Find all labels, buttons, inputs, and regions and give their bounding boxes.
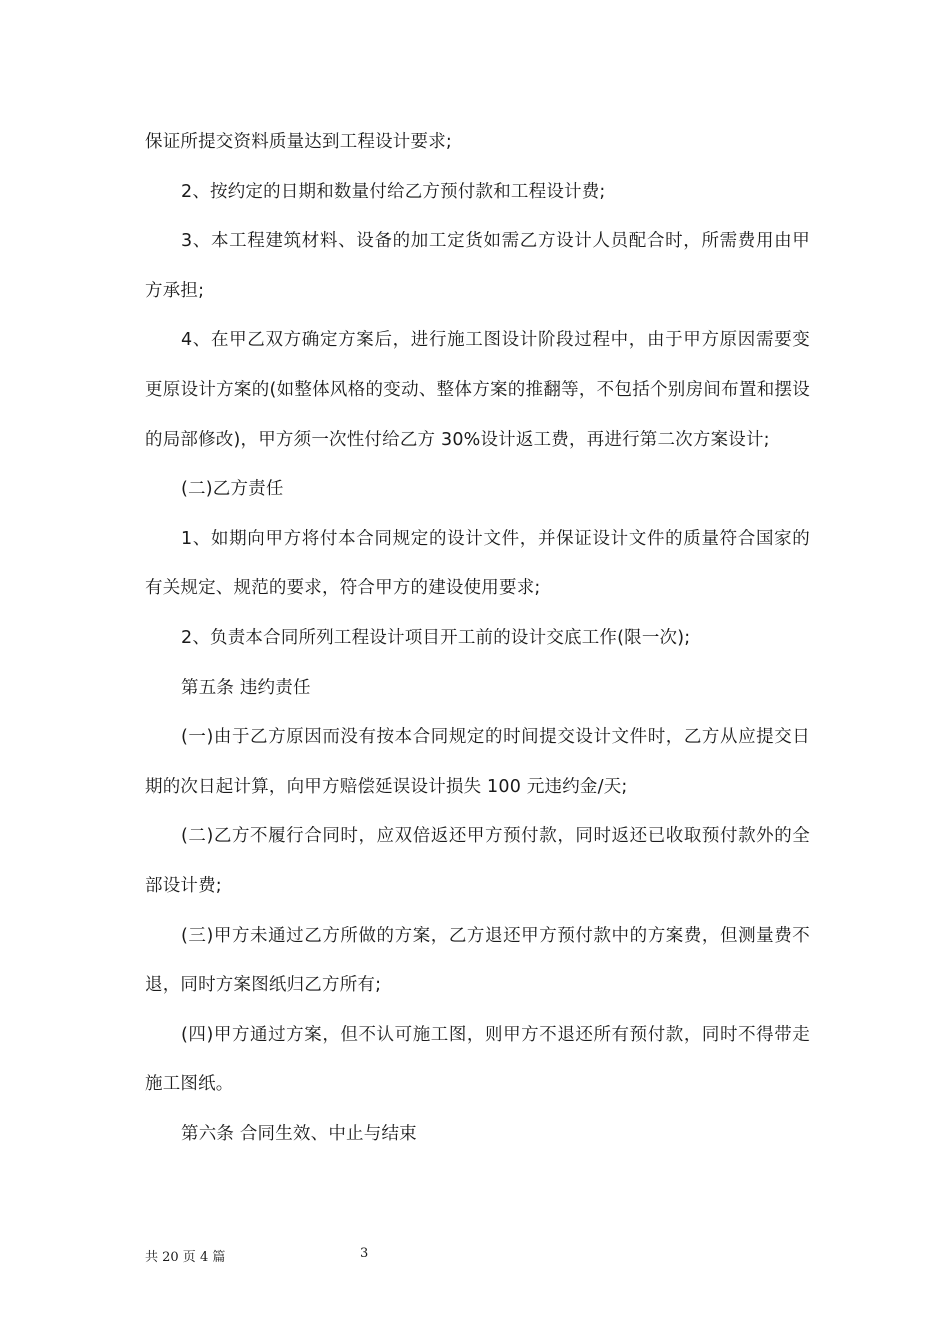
- paragraph-2: 2、按约定的日期和数量付给乙方预付款和工程设计费;: [181, 181, 606, 202]
- section-heading-party-b-duties: (二)乙方责任: [181, 479, 284, 500]
- document-body: [145, 118, 810, 1159]
- footer-page-info: 共 20 页 4 篇: [145, 1250, 226, 1265]
- paragraph-6: 1、如期向甲方将付本合同规定的设计文件，并保证设计文件的质量符合国家的有关规定、规范的要求，符合甲方的建设使用要求;: [145, 528, 810, 599]
- article-5-heading: 第五条 违约责任: [181, 677, 311, 698]
- paragraph-11: (三)甲方未通过乙方所做的方案，乙方退还甲方预付款中的方案费，但测量费不退，同时方案图纸归乙方所有;: [145, 925, 810, 996]
- paragraph-4: 4、在甲乙双方确定方案后，进行施工图设计阶段过程中，由于甲方原因需要变更原设计方案的(如整体风格的变动、整体方案的推翻等，不包括个别房间布置和摆设的局部修改)，甲方须一次性付给乙方 30%设计返工费，再进行第二次方案设计;: [145, 330, 810, 450]
- article-6-heading: 第六条 合同生效、中止与结束: [181, 1123, 417, 1144]
- paragraph-1: 保证所提交资料质量达到工程设计要求;: [145, 132, 452, 152]
- paragraph-12: (四)甲方通过方案，但不认可施工图，则甲方不退还所有预付款，同时不得带走施工图纸。: [145, 1024, 810, 1095]
- footer-page-number: 3: [360, 1246, 369, 1261]
- paragraph-7: 2、负责本合同所列工程设计项目开工前的设计交底工作(限一次);: [181, 627, 691, 648]
- paragraph-3: 3、本工程建筑材料、设备的加工定货如需乙方设计人员配合时，所需费用由甲方承担;: [145, 231, 810, 301]
- paragraph-10: (二)乙方不履行合同时，应双倍返还甲方预付款，同时返还已收取预付款外的全部设计费;: [145, 826, 810, 896]
- paragraph-9: (一)由于乙方原因而没有按本合同规定的时间提交设计文件时，乙方从应提交日期的次日起计算，向甲方赔偿延误设计损失 100 元违约金/天;: [145, 727, 810, 797]
